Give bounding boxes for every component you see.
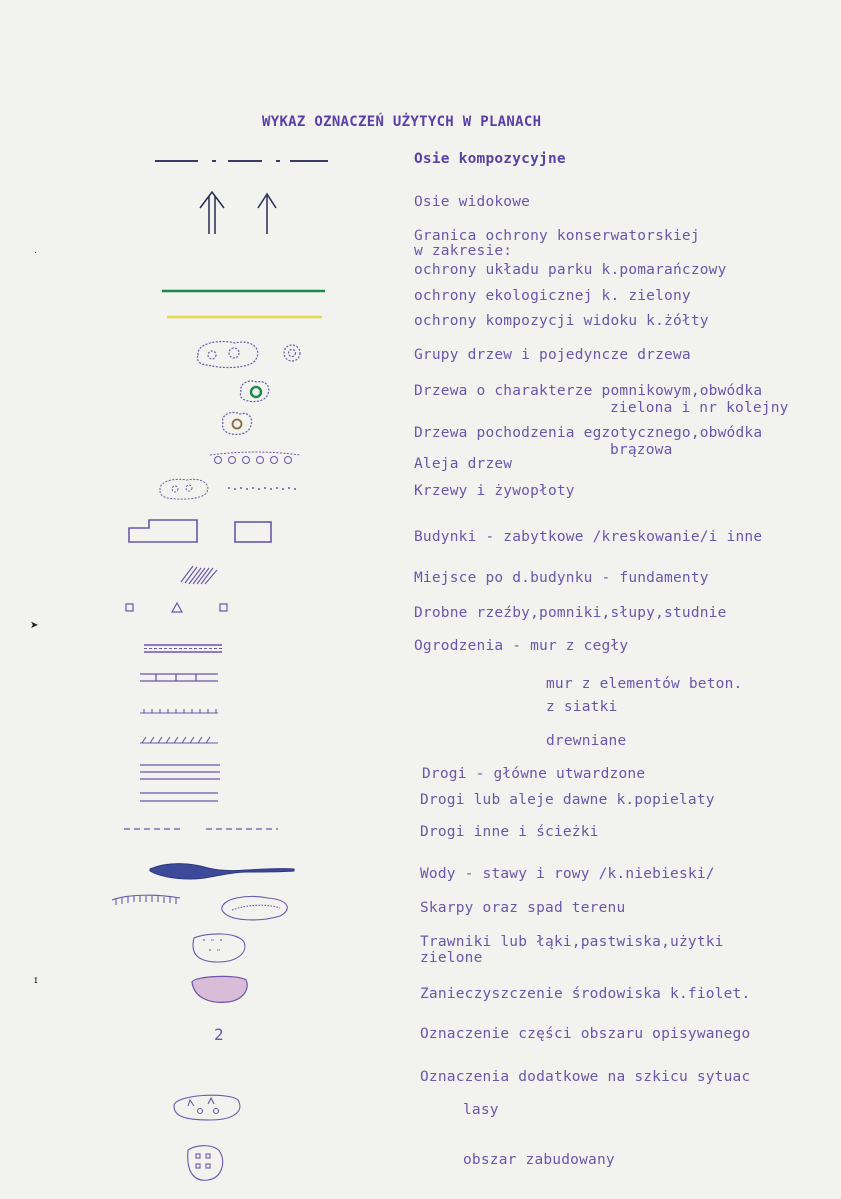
small-structures-icon [120,598,240,618]
built-up-area-icon [182,1142,227,1184]
legend-text-kompozycji: ochrony kompozycji widoku k.żółty [414,313,709,329]
legend-text-osie-kompozycyjne: Osie kompozycyjne [414,151,566,167]
lawns-icon [188,930,250,966]
pollution-area-icon [188,972,252,1006]
legend-text-lasy: lasy [463,1102,499,1118]
legend-text-budynki: Budynki - zabytkowe /kreskowanie/i inne [414,529,763,545]
legend-text-zabudowany: obszar zabudowany [463,1152,615,1168]
legend-text-krzewy: Krzewy i żywopłoty [414,483,575,499]
legend-text-egzotyczne-2: brązowa [610,442,673,458]
legend-text-grupy-drzew: Grupy drzew i pojedyncze drzewa [414,347,691,363]
legend-text-aleja: Aleja drzew [414,456,513,472]
legend-text-zanieczyszczenie: Zanieczyszczenie środowiska k.fiolet. [420,986,751,1002]
svg-text:" " ": " " " [202,938,224,946]
composition-protection-line [165,314,325,320]
legend-text-wody: Wody - stawy i rowy /k.niebieski/ [420,866,715,882]
buildings-icon [125,514,275,546]
legend-text-siatka: z siatki [546,699,618,715]
legend-text-skarpy: Skarpy oraz spad terenu [420,900,626,916]
tree-group-icon [190,335,310,375]
legend-text-drewniane: drewniane [546,733,627,749]
margin-mark: ɪ [34,975,38,986]
shrubs-hedges-icon [155,476,310,502]
legend-text-granica-3: ochrony układu parku k.pomarańczowy [414,262,727,278]
legend-text-dodatkowe: Oznaczenia dodatkowe na szkicu sytuac [420,1069,751,1085]
brick-wall-symbol [140,642,230,656]
margin-mark: · [34,248,38,259]
margin-arrow-mark: ➤ [30,620,39,631]
old-road-symbol [136,790,226,806]
tree-alley-icon [208,450,303,468]
legend-text-drogi-glowne: Drogi - główne utwardzone [422,766,646,782]
legend-text-drobne: Drobne rzeźby,pomniki,słupy,studnie [414,605,727,621]
area-part-number: 2 [214,1025,224,1044]
forest-icon [170,1090,245,1124]
legend-text-drogi-dawne: Drogi lub aleje dawne k.popielaty [420,792,715,808]
wooden-fence-symbol [136,733,226,747]
exotic-tree-icon [218,408,258,440]
legend-text-mur-beton: mur z elementów beton. [546,676,743,692]
svg-text:" ": " " [208,948,221,956]
legend-text-czesci: Oznaczenie części obszaru opisywanego [420,1026,751,1042]
page-title: WYKAZ OZNACZEŃ UŻYTYCH W PLANACH [262,114,542,130]
legend-text-osie-widokowe: Osie widokowe [414,194,531,210]
mesh-fence-symbol [136,703,226,717]
legend-text-trawniki-1: Trawniki lub łąki,pastwiska,użytki [420,934,724,950]
former-building-icon [175,562,225,586]
legend-text-trawniki-2: zielone [420,950,483,966]
legend-text-ogrodzenia: Ogrodzenia - mur z cegły [414,638,629,654]
path-symbol [120,824,280,834]
slopes-icon [108,890,293,926]
composition-axis-symbol [150,155,330,167]
concrete-wall-symbol [136,671,226,685]
view-axis-arrows-icon [195,188,285,238]
legend-text-granica-1: Granica ochrony konserwatorskiej [414,228,700,244]
legend-text-granica-2: w zakresie: [414,243,513,259]
main-road-symbol [136,762,226,784]
legend-text-miejsce: Miejsce po d.budynku - fundamenty [414,570,709,586]
legend-text-pomnikowe-1: Drzewa o charakterze pomnikowym,obwódka [414,383,763,399]
legend-text-egzotyczne-1: Drzewa pochodzenia egzotycznego,obwódka [414,425,763,441]
legend-text-pomnikowe-2: zielona i nr kolejny [610,400,789,416]
legend-text-drogi-inne: Drogi inne i ścieżki [420,824,599,840]
legend-text-ekologiczna: ochrony ekologicznej k. zielony [414,288,691,304]
water-pond-icon [148,855,296,887]
ecological-protection-line [160,288,328,294]
monument-tree-icon [235,377,275,407]
